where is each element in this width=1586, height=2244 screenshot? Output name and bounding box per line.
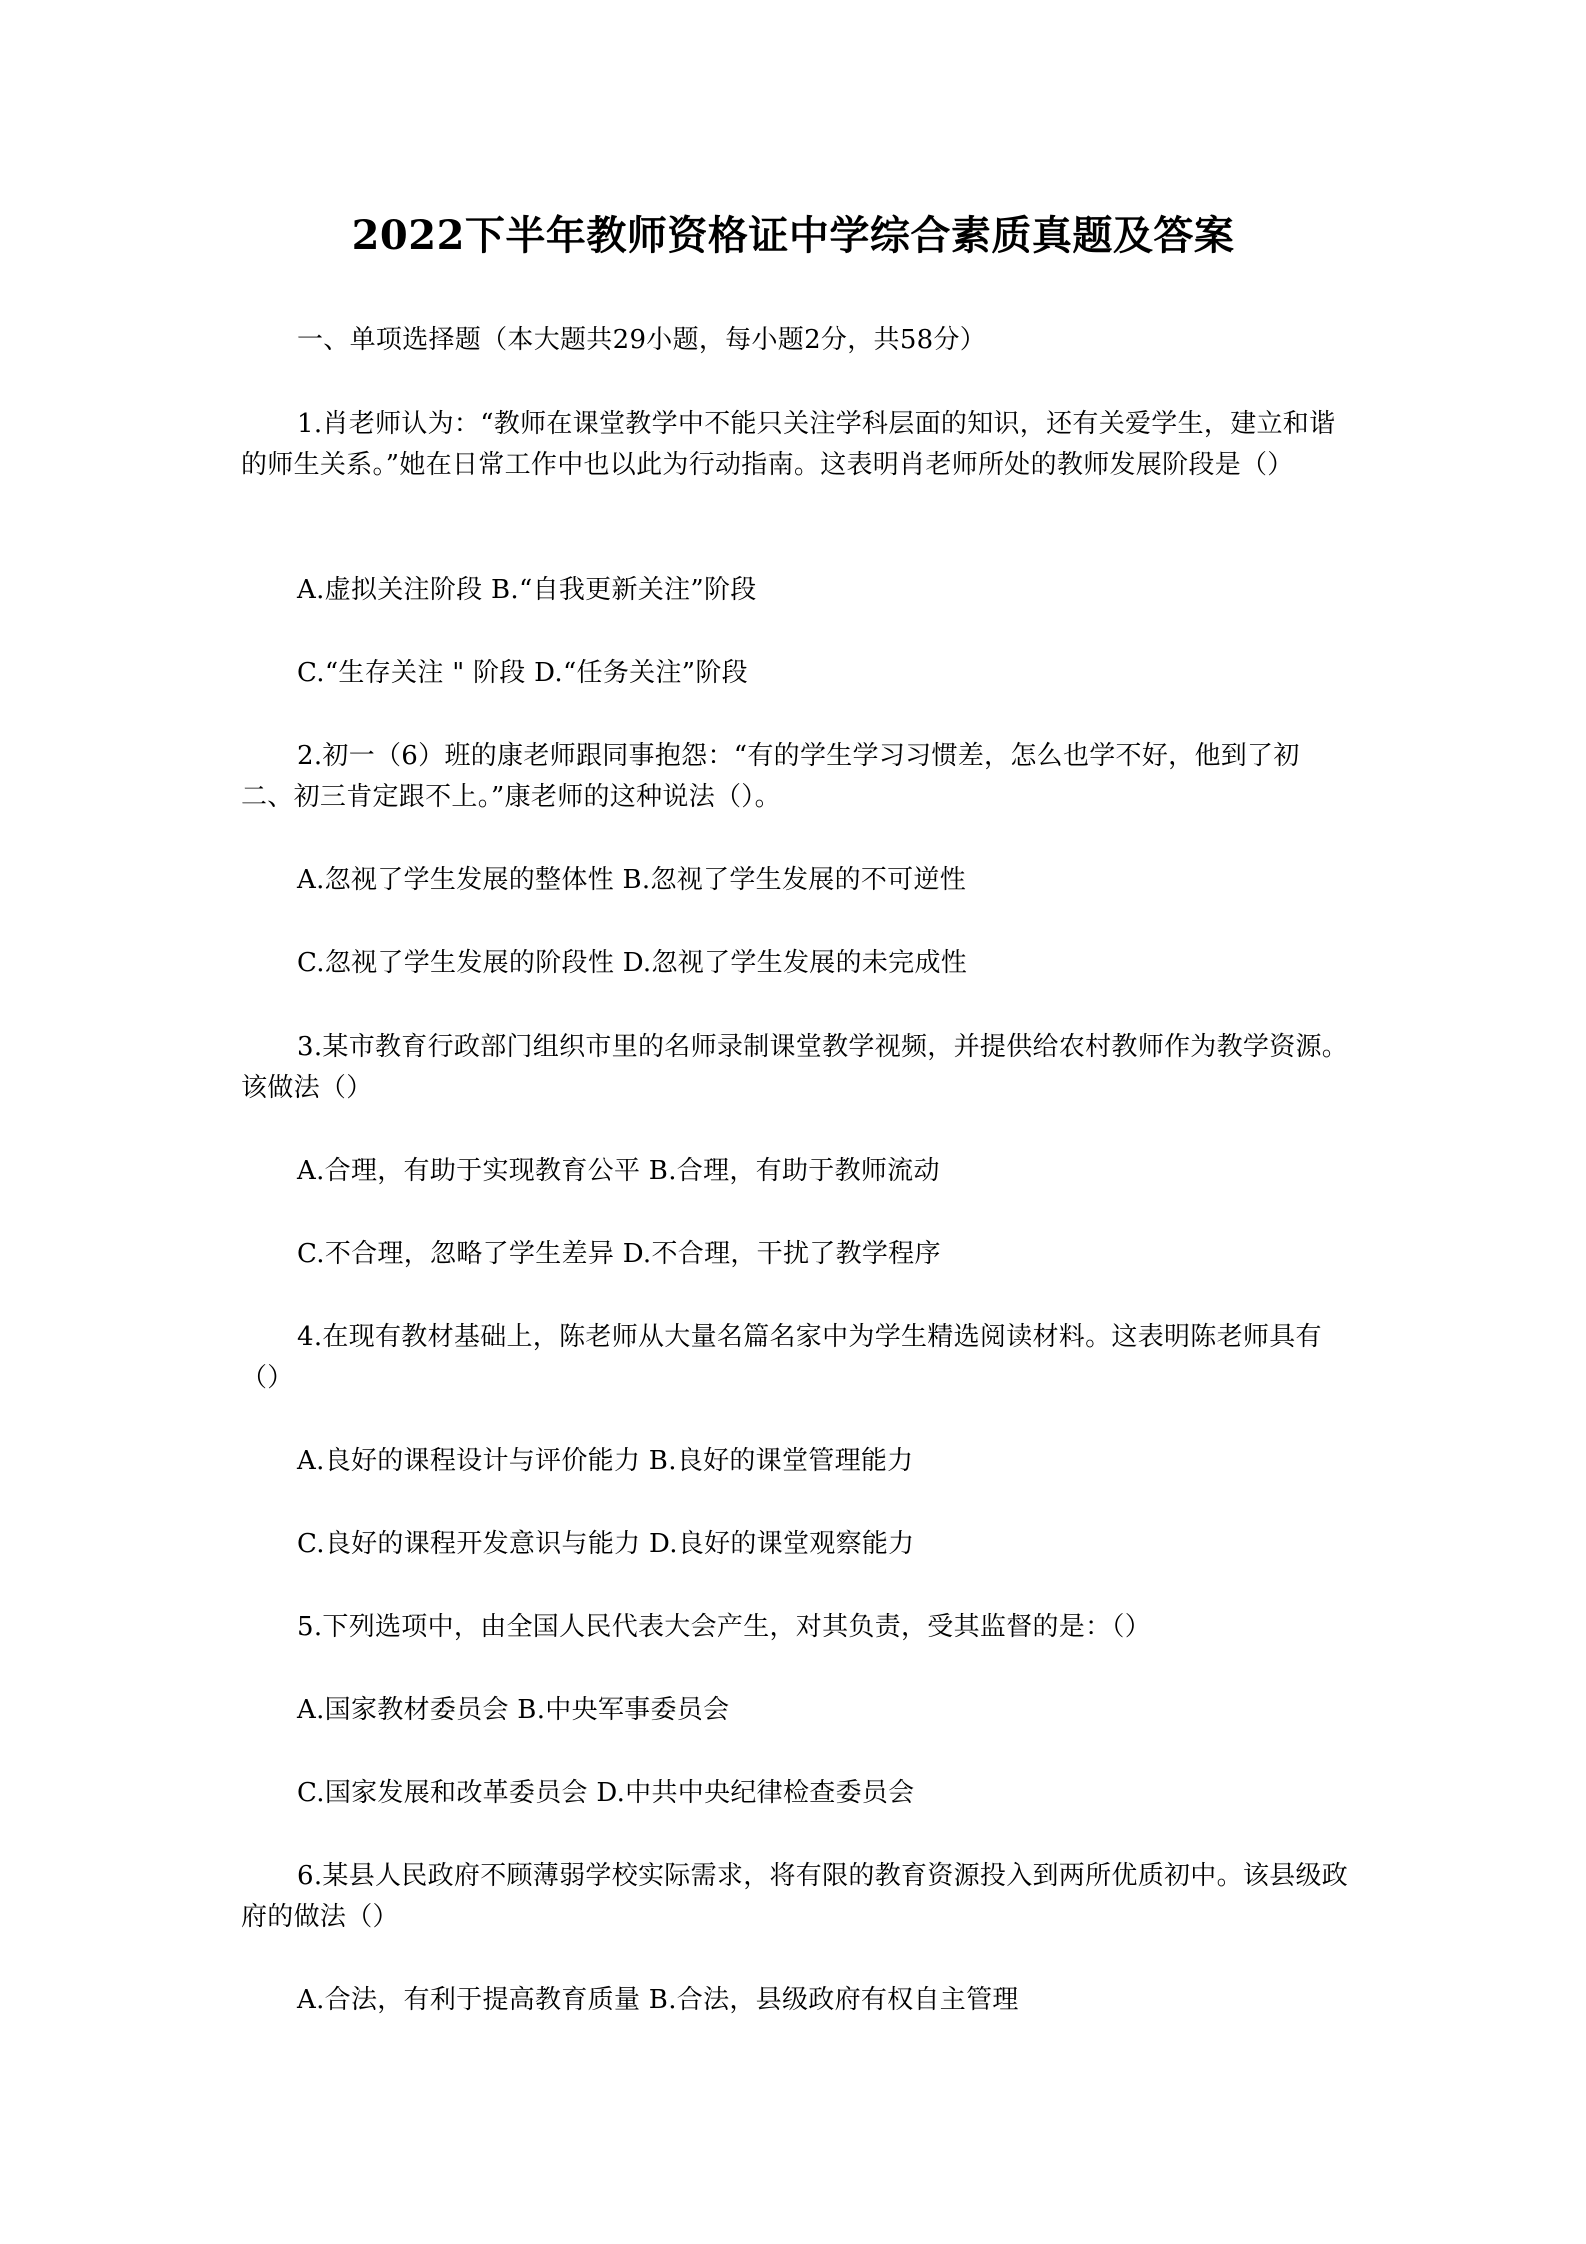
- question-1-options-line-1: A.虚拟关注阶段 B.“自我更新关注”阶段: [297, 575, 757, 605]
- question-2-options-line-2: C.忽视了学生发展的阶段性 D.忽视了学生发展的未完成性: [297, 948, 968, 978]
- question-3-options-line-2: C.不合理，忽略了学生差异 D.不合理，干扰了教学程序: [297, 1239, 941, 1269]
- question-5-options-line-1: A.国家教材委员会 B.中央军事委员会: [297, 1695, 730, 1725]
- question-1-stem: 1.肖老师认为：“教师在课堂教学中不能只关注学科层面的知识，还有关爱学生，建立和谐的师生关系。”她在日常工作中也以此为行动指南。这表明肖老师所处的教师发展阶段是（）: [241, 409, 1336, 480]
- question-6-options-line-1: A.合法，有利于提高教育质量 B.合法，县级政府有权自主管理: [297, 1985, 1019, 2015]
- question-3-stem: 3.某市教育行政部门组织市里的名师录制课堂教学视频，并提供给农村教师作为教学资源。该做法（）: [241, 1032, 1349, 1103]
- question-5-options-line-2: C.国家发展和改革委员会 D.中共中央纪律检查委员会: [297, 1778, 915, 1808]
- question-4-options-line-1: A.良好的课程设计与评价能力 B.良好的课堂管理能力: [297, 1446, 914, 1476]
- question-4-options-line-2: C.良好的课程开发意识与能力 D.良好的课堂观察能力: [297, 1529, 915, 1559]
- question-2-options-line-1: A.忽视了学生发展的整体性 B.忽视了学生发展的不可逆性: [297, 865, 967, 895]
- section-heading: 一、单项选择题（本大题共29小题，每小题2分，共58分）: [297, 325, 987, 355]
- document-title: 2022下半年教师资格证中学综合素质真题及答案: [351, 212, 1235, 259]
- question-5-stem: 5.下列选项中，由全国人民代表大会产生，对其负责，受其监督的是：（）: [297, 1612, 1152, 1642]
- question-3-options-line-1: A.合理，有助于实现教育公平 B.合理，有助于教师流动: [297, 1156, 940, 1186]
- question-1-options-line-2: C.“生存关注 " 阶段 D.“任务关注”阶段: [297, 658, 748, 688]
- question-2-stem: 2.初一（6）班的康老师跟同事抱怨：“有的学生学习习惯差，怎么也学不好，他到了初二、初三肯定跟不上。”康老师的这种说法（）。: [241, 741, 1300, 812]
- question-4-stem: 4.在现有教材基础上，陈老师从大量名篇名家中为学生精选阅读材料。这表明陈老师具有（）: [241, 1322, 1322, 1393]
- question-6-stem: 6.某县人民政府不顾薄弱学校实际需求，将有限的教育资源投入到两所优质初中。该县级政府的做法（）: [241, 1861, 1349, 1932]
